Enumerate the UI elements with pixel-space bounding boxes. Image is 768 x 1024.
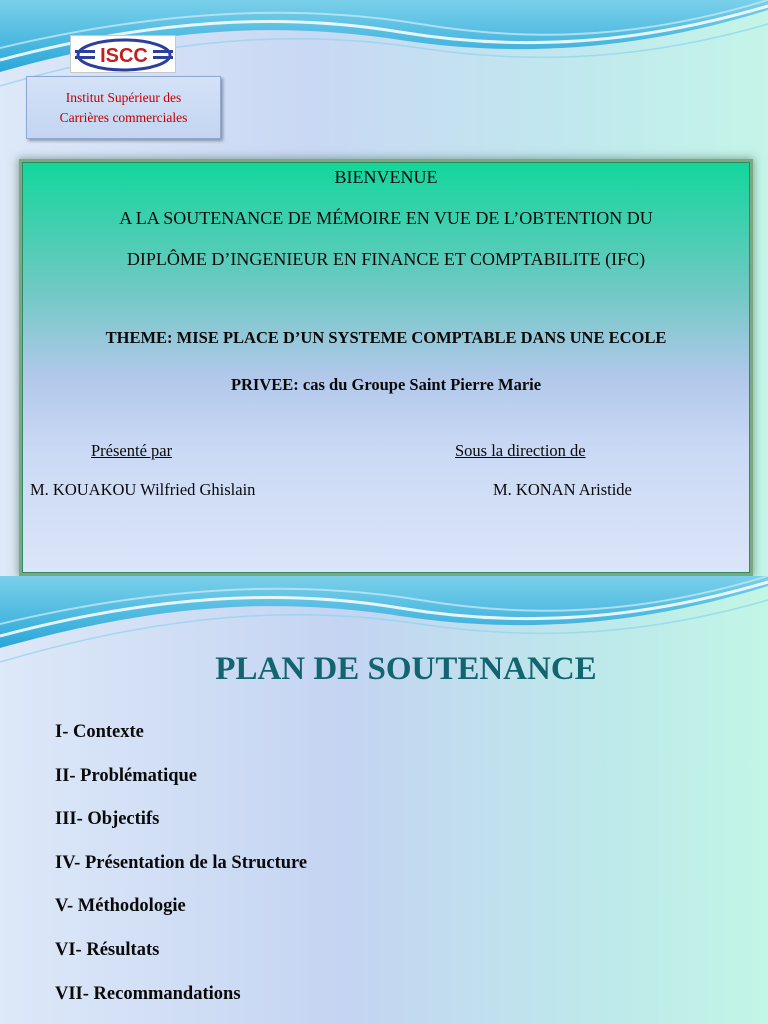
isccs-logo bbox=[70, 35, 176, 73]
plan-title: PLAN DE SOUTENANCE bbox=[215, 651, 597, 687]
plan-item: V- Méthodologie bbox=[55, 896, 186, 917]
plan-item: II- Problématique bbox=[55, 765, 198, 786]
director-name: M. KONAN Aristide bbox=[493, 480, 632, 499]
plan-item: III- Objectifs bbox=[55, 809, 160, 830]
presenter-label: Présenté par bbox=[91, 441, 173, 460]
plan-item: VI- Résultats bbox=[55, 939, 160, 960]
logo-text: ISCC bbox=[100, 45, 148, 67]
welcome-text: BIENVENUE bbox=[334, 167, 438, 187]
welcome-panel bbox=[22, 162, 750, 573]
plan-slide bbox=[0, 576, 768, 1024]
presenter-name: M. KOUAKOU Wilfried Ghislain bbox=[30, 480, 256, 499]
plan-list bbox=[55, 720, 307, 1024]
plan-item: I- Contexte bbox=[55, 722, 144, 742]
institute-name-line2: Carrières commerciales bbox=[59, 109, 188, 125]
isccs-logo-graphic bbox=[71, 36, 177, 74]
theme-line2: PRIVEE: cas du Groupe Saint Pierre Marie bbox=[230, 375, 542, 394]
institute-name-line1: Institut Supérieur des bbox=[65, 89, 182, 105]
theme-line1: THEME: MISE PLACE D’UN SYSTEME COMPTABLE DANS UNE ECOLE bbox=[105, 328, 667, 347]
director-label: Sous la direction de bbox=[455, 441, 586, 460]
heading-line1: A LA SOUTENANCE DE MÉMOIRE EN VUE DE L’OBTENTION DU bbox=[119, 208, 653, 228]
plan-item: VII- Recommandations bbox=[55, 983, 241, 1004]
plan-item: IV- Présentation de la Structure bbox=[55, 852, 308, 873]
heading-line2: DIPLÔME D’INGENIEUR EN FINANCE ET COMPTABILITE (IFC) bbox=[126, 249, 646, 269]
institute-name-box bbox=[26, 76, 221, 139]
